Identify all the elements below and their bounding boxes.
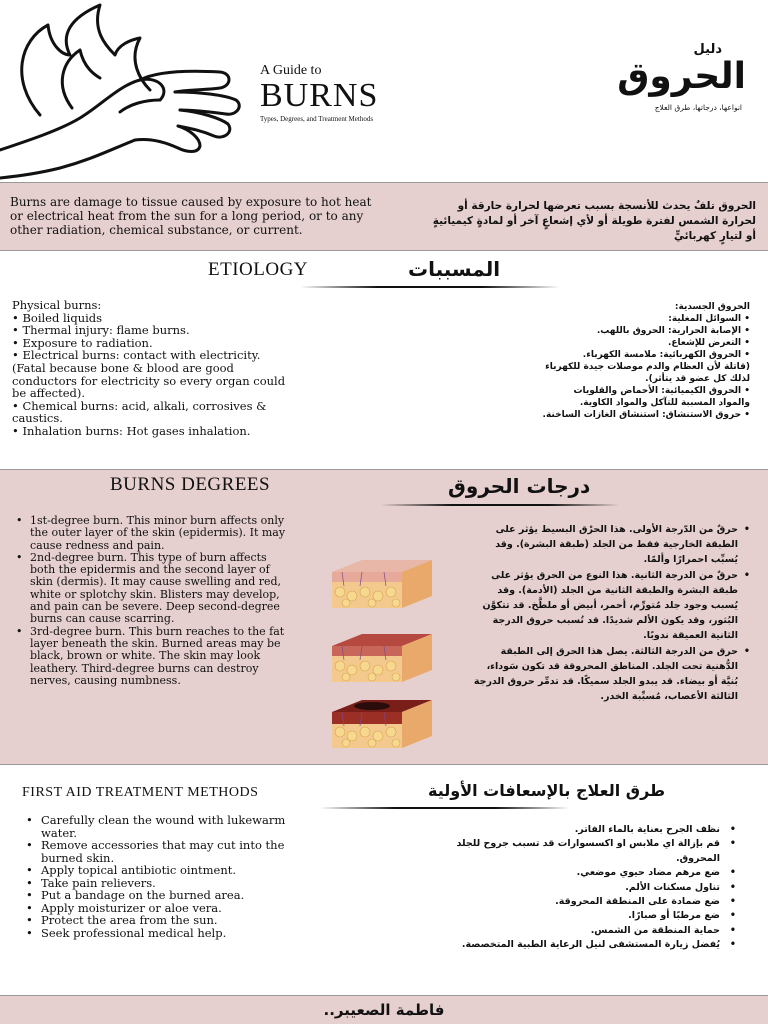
etiology-title-divider: [300, 286, 560, 288]
list-item: • Boiled liquids: [12, 310, 103, 325]
list-item: (قاتلة لأن العظام والدم موصلات جيدة للكهرباء لذلك كل عضو قد يتأثر).: [545, 362, 750, 384]
list-item: • 2nd-degree burn. This type of burn affects both the epidermis and the second layer of skin (dermis). It may cause swelling and red, white or splotchy skin. Blisters may develop, and pain can be severe. Deep second-degree burns can cause scarring.: [14, 552, 294, 626]
list-item: • حرقٌ من الدرجة الثانية. هذا النوع من الحرق يؤثر على طبقة البشرة والطبقة الثانية من الجلد (الأدمة). وقد يُسبب وجود جلد مُتورِّم، أحمر، أبيض أو ملطَّخ. قد تتكوَّن البُثور، وقد يكون الألم شديدًا. قد تُسبب حروق الدرجة الثانية العميقة ندوبًا.: [468, 568, 750, 644]
list-item: • الحروق الكهربائية: ملامسة الكهرباء.: [582, 350, 750, 360]
list-item: • 1st-degree burn. This minor burn affects only the outer layer of the skin (epidermis). It may cause redness and pain.: [14, 515, 294, 552]
first-aid-title-ar: طرق العلاج بالإسعافات الأولية: [428, 781, 666, 800]
list-item: • ضع مرطبًا أو صبارًا.: [436, 909, 736, 923]
list-item: • Apply topical antibiotic ointment.: [24, 864, 314, 877]
header: [0, 0, 768, 182]
intro-text-en: Burns are damage to tissue caused by exposure to hot heat or electrical heat from the sun for a long period, or to any other radiation, chemical substance, or current.: [10, 195, 372, 237]
third-degree-skin-image: [332, 698, 432, 748]
list-item: • Inhalation burns: Hot gases inhalation.: [12, 423, 251, 438]
list-item: • Chemical burns: acid, alkali, corrosives & caustics.: [12, 398, 267, 426]
list-item: • يُفضل زيارة المستشفى لنيل الرعاية الطبية المتخصصة.: [436, 938, 736, 952]
ar-title-small: دليل: [693, 42, 722, 57]
title-subtitle: Types, Degrees, and Treatment Methods: [260, 115, 374, 123]
list-item: • حرق من الدرجة الثالثة. يصل هذا الحرق إلى الطبقة الدُّهنية تحت الجلد. المناطق المحروقة قد تكون سَوداء، بُنيَّة أو بيضاء. قد يبدو الجلد سميكًا. قد تدمِّر حروق الدرجة الثالثة الأعصاب، مُسبِّبة الخدر.: [468, 644, 750, 705]
list-item: • Seek professional medical help.: [24, 927, 314, 940]
list-item: • Electrical burns: contact with electricity. (Fatal because bone & blood are good conductors for electricity so every organ could be affected).: [12, 348, 286, 401]
list-item: • 3rd-degree burn. This burn reaches to the fat layer beneath the skin. Burned areas may be black, brown or white. The skin may look leathery. Third-degree burns can destroy nerves, causing numbness.: [14, 626, 294, 687]
etiology-section: [0, 251, 768, 469]
burn-degrees-section: [0, 469, 768, 765]
first-aid-title-en: FIRST AID TREATMENT METHODS: [22, 785, 259, 800]
first-aid-section: [0, 765, 768, 995]
second-degree-skin-image: [332, 632, 432, 682]
list-item: • حماية المنطقة من الشمس.: [436, 924, 736, 938]
first-aid-list-en: [24, 814, 314, 939]
degrees-title-divider: [380, 504, 620, 506]
list-item: • تناول مسكنات الألم.: [436, 881, 736, 895]
list-item: • Put a bandage on the burned area.: [24, 889, 314, 902]
list-item: • Protect the area from the sun.: [24, 914, 314, 927]
list-item: • Take pain relievers.: [24, 877, 314, 890]
list-item: • Carefully clean the wound with lukewarm water.: [24, 814, 314, 839]
list-item: • الإصابة الحرارية: الحروق باللهب.: [596, 326, 750, 336]
first-aid-title-divider: [320, 807, 570, 809]
list-item: Physical burns:: [12, 298, 102, 312]
ar-title-subtitle: انواعها، درجاتها، طرق العلاج: [654, 103, 742, 112]
degrees-list-en: [14, 515, 294, 687]
list-item: • ضع مرهم مضاد حيوي موضعي.: [436, 866, 736, 880]
list-item: • الحروق الكيميائية: الأحماض والقلويات والمواد المسببة للتآكل والمواد الكاوية.: [573, 386, 750, 408]
author-name: فاطمة الصعيبر..: [323, 1001, 445, 1019]
list-item: • Thermal injury: flame burns.: [12, 323, 190, 338]
title-small: A Guide to: [260, 63, 322, 78]
degrees-list-ar: [468, 522, 750, 704]
degrees-title-en: BURNS DEGREES: [110, 474, 271, 495]
list-item: • نظف الجرح بعناية بالماء الفاتر.: [436, 823, 736, 837]
footer: [0, 995, 768, 1024]
etiology-title-ar: المسببات: [408, 257, 501, 281]
intro-text-ar: الحروق تلفٌ يحدث للأنسجة بسبب تعرضها لحرارة حارقة أو لحرارة الشمس لفترة طويلة أو لأي إشعاعٍ آخر أو لمادةٍ كيميائيةٍ أو لتيارٍ كهربائيٍّ: [432, 200, 756, 242]
list-item: • Apply moisturizer or aloe vera.: [24, 902, 314, 915]
list-item: • Exposure to radiation.: [12, 335, 153, 350]
list-item: • حروق الاستنشاق: استنشاق الغازات الساخنة.: [542, 410, 750, 420]
list-item: • حرقٌ من الدّرجة الأولى. هذا الحرْق البسيط يؤثر على الطبقة الخارجية فقط من الجلد (طبقة البشرة). وقد يُسبِّب احمرارًا وألمًا.: [468, 522, 750, 568]
list-item: • السوائل المغلية:: [668, 314, 750, 324]
etiology-title-en: ETIOLOGY: [208, 259, 309, 280]
list-item: • التعرض للإشعاع.: [667, 338, 750, 348]
list-item: • Remove accessories that may cut into the burned skin.: [24, 839, 314, 864]
etiology-list-ar: [540, 301, 750, 421]
etiology-list-en: [12, 299, 297, 438]
burning-hand-icon: [0, 0, 250, 182]
degrees-title-ar: درجات الحروق: [448, 474, 591, 498]
page-title: BURNS: [260, 77, 379, 114]
first-degree-skin-image: [332, 558, 432, 608]
list-item: الحروق الجسدية:: [674, 302, 750, 312]
list-item: • ضع ضمادة على المنطقة المحروقة.: [436, 895, 736, 909]
list-item: • قم بإزالة اي ملابس او اكسسوارات قد تسبب جروح للجلد المحروق.: [436, 837, 736, 866]
intro-section: [0, 182, 768, 251]
ar-page-title: الحروق: [617, 56, 746, 97]
first-aid-list-ar: [436, 823, 736, 953]
